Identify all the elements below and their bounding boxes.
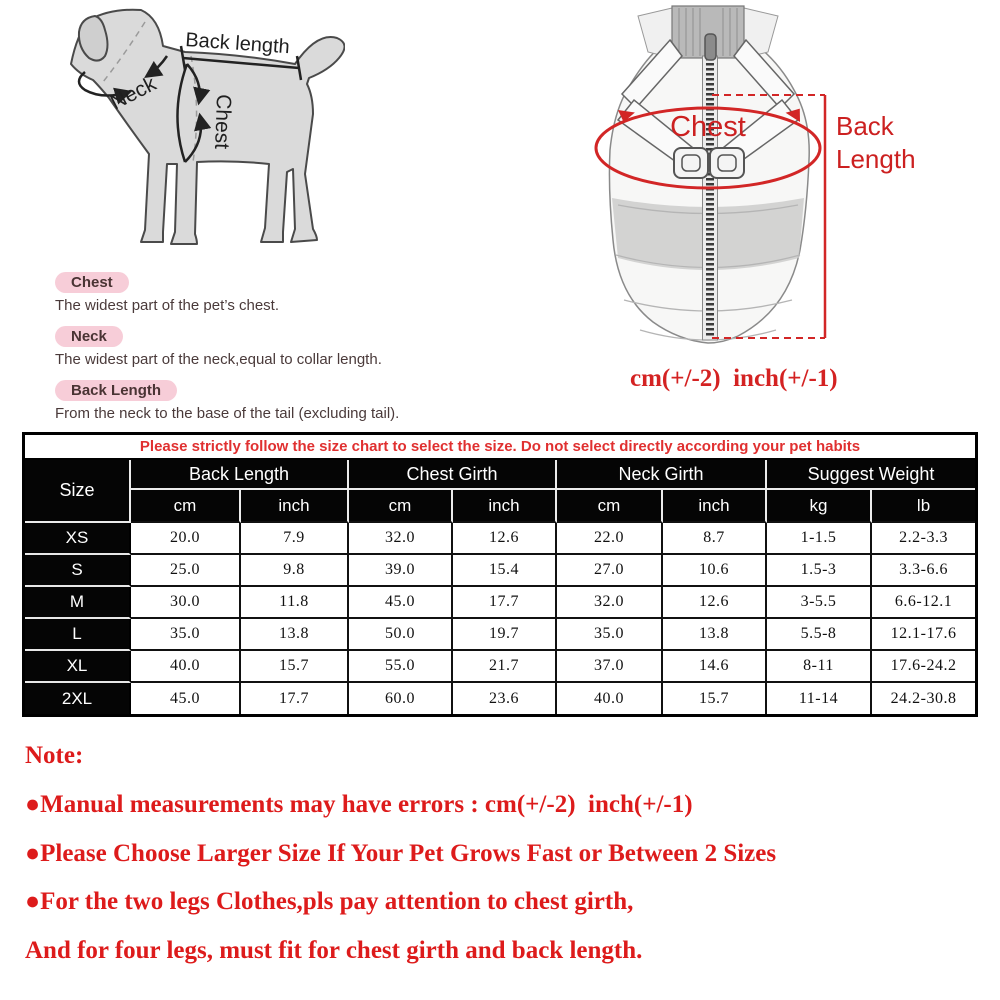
table-cell: 15.4 <box>453 555 557 587</box>
table-cell: 20.0 <box>131 523 241 555</box>
definition-pill-neck: Neck <box>55 326 123 347</box>
table-cell: 17.7 <box>241 683 349 714</box>
table-cell: 50.0 <box>349 619 453 651</box>
table-cell: 13.8 <box>663 619 767 651</box>
table-cell: 2.2-3.3 <box>872 523 975 555</box>
table-cell: 11.8 <box>241 587 349 619</box>
vest-back-length-line2: Length <box>836 144 916 174</box>
table-cell: 45.0 <box>131 683 241 714</box>
note-line-3: ●For the two legs Clothes,pls pay attention to chest girth, <box>25 888 634 915</box>
table-cell: 23.6 <box>453 683 557 714</box>
measurement-definitions <box>55 272 535 434</box>
table-warning-row <box>25 435 975 460</box>
size-label: XL <box>25 651 131 683</box>
vest-zipper-pull <box>705 34 716 60</box>
table-cell: 32.0 <box>557 587 663 619</box>
table-warning: Please strictly follow the size chart to select the size. Do not select directly according your pet habits <box>25 435 975 460</box>
table-cell: 13.8 <box>241 619 349 651</box>
header-neck-girth: Neck Girth <box>557 460 767 490</box>
size-label: M <box>25 587 131 619</box>
table-cell: 14.6 <box>663 651 767 683</box>
table-cell: 5.5-8 <box>767 619 872 651</box>
unit-cg-cm: cm <box>349 490 453 523</box>
table-cell: 3-5.5 <box>767 587 872 619</box>
note-line-2: ●Please Choose Larger Size If Your Pet Grows Fast or Between 2 Sizes <box>25 840 777 867</box>
dog-neck-label: Neck <box>106 72 160 115</box>
definition-text-chest: The widest part of the pet’s chest. <box>55 297 280 314</box>
table-cell: 1-1.5 <box>767 523 872 555</box>
table-cell: 15.7 <box>241 651 349 683</box>
table-row-xs <box>25 523 975 555</box>
table-cell: 12.6 <box>663 587 767 619</box>
size-label: S <box>25 555 131 587</box>
table-cell: 8-11 <box>767 651 872 683</box>
table-cell: 39.0 <box>349 555 453 587</box>
header-chest-girth: Chest Girth <box>349 460 557 490</box>
table-cell: 12.6 <box>453 523 557 555</box>
notes-title: Note: <box>25 742 84 769</box>
table-cell: 45.0 <box>349 587 453 619</box>
table-cell: 1.5-3 <box>767 555 872 587</box>
vest-back-length-label <box>836 110 916 176</box>
unit-sw-lb: lb <box>872 490 975 523</box>
table-cell: 21.7 <box>453 651 557 683</box>
unit-ng-cm: cm <box>557 490 663 523</box>
definition-pill-chest: Chest <box>55 272 129 293</box>
vest-back-length-line1: Back <box>836 111 894 141</box>
table-cell: 55.0 <box>349 651 453 683</box>
definition-text-back-length: From the neck to the base of the tail (excluding tail). <box>55 405 400 422</box>
definition-back-length <box>55 380 535 423</box>
table-cell: 35.0 <box>557 619 663 651</box>
unit-sw-kg: kg <box>767 490 872 523</box>
table-cell: 12.1-17.6 <box>872 619 975 651</box>
table-cell: 24.2-30.8 <box>872 683 975 714</box>
definition-pill-back-length: Back Length <box>55 380 177 401</box>
note-line-1: ●Manual measurements may have errors : cm(+/-2) inch(+/-1) <box>25 791 693 818</box>
definition-text-neck: The widest part of the neck,equal to collar length. <box>55 351 382 368</box>
table-cell: 11-14 <box>767 683 872 714</box>
table-cell: 25.0 <box>131 555 241 587</box>
table-row-s <box>25 555 975 587</box>
table-cell: 10.6 <box>663 555 767 587</box>
table-cell: 32.0 <box>349 523 453 555</box>
table-cell: 9.8 <box>241 555 349 587</box>
table-cell: 40.0 <box>557 683 663 714</box>
table-cell: 17.6-24.2 <box>872 651 975 683</box>
vest-chest-label: Chest <box>670 111 746 143</box>
size-chart-table <box>22 432 978 717</box>
table-cell: 6.6-12.1 <box>872 587 975 619</box>
tolerance-note: cm(+/-2) inch(+/-1) <box>630 365 838 392</box>
table-row-2xl <box>25 683 975 714</box>
size-label: XS <box>25 523 131 555</box>
table-row-m <box>25 587 975 619</box>
unit-cg-inch: inch <box>453 490 557 523</box>
table-unit-row <box>25 490 975 523</box>
size-label: 2XL <box>25 683 131 714</box>
vest-measurement-diagram <box>578 0 840 368</box>
table-cell: 35.0 <box>131 619 241 651</box>
table-row-xl <box>25 651 975 683</box>
table-cell: 7.9 <box>241 523 349 555</box>
dog-chest-label: Chest <box>210 93 235 150</box>
dog-back-length-label: Back length <box>184 29 291 59</box>
table-cell: 3.3-6.6 <box>872 555 975 587</box>
table-cell: 19.7 <box>453 619 557 651</box>
table-cell: 15.7 <box>663 683 767 714</box>
table-cell: 40.0 <box>131 651 241 683</box>
header-size: Size <box>25 460 131 523</box>
table-cell: 37.0 <box>557 651 663 683</box>
table-cell: 8.7 <box>663 523 767 555</box>
header-back-length: Back Length <box>131 460 349 490</box>
table-cell: 17.7 <box>453 587 557 619</box>
table-cell: 22.0 <box>557 523 663 555</box>
table-cell: 60.0 <box>349 683 453 714</box>
table-row-l <box>25 619 975 651</box>
table-cell: 27.0 <box>557 555 663 587</box>
definition-neck <box>55 326 535 369</box>
unit-bl-inch: inch <box>241 490 349 523</box>
table-group-header-row <box>25 460 975 490</box>
header-suggest-weight: Suggest Weight <box>767 460 975 490</box>
size-label: L <box>25 619 131 651</box>
note-line-4: And for four legs, must fit for chest girth and back length. <box>25 937 643 964</box>
definition-chest <box>55 272 535 315</box>
unit-ng-inch: inch <box>663 490 767 523</box>
table-cell: 30.0 <box>131 587 241 619</box>
dog-measurement-diagram <box>55 4 345 260</box>
unit-bl-cm: cm <box>131 490 241 523</box>
